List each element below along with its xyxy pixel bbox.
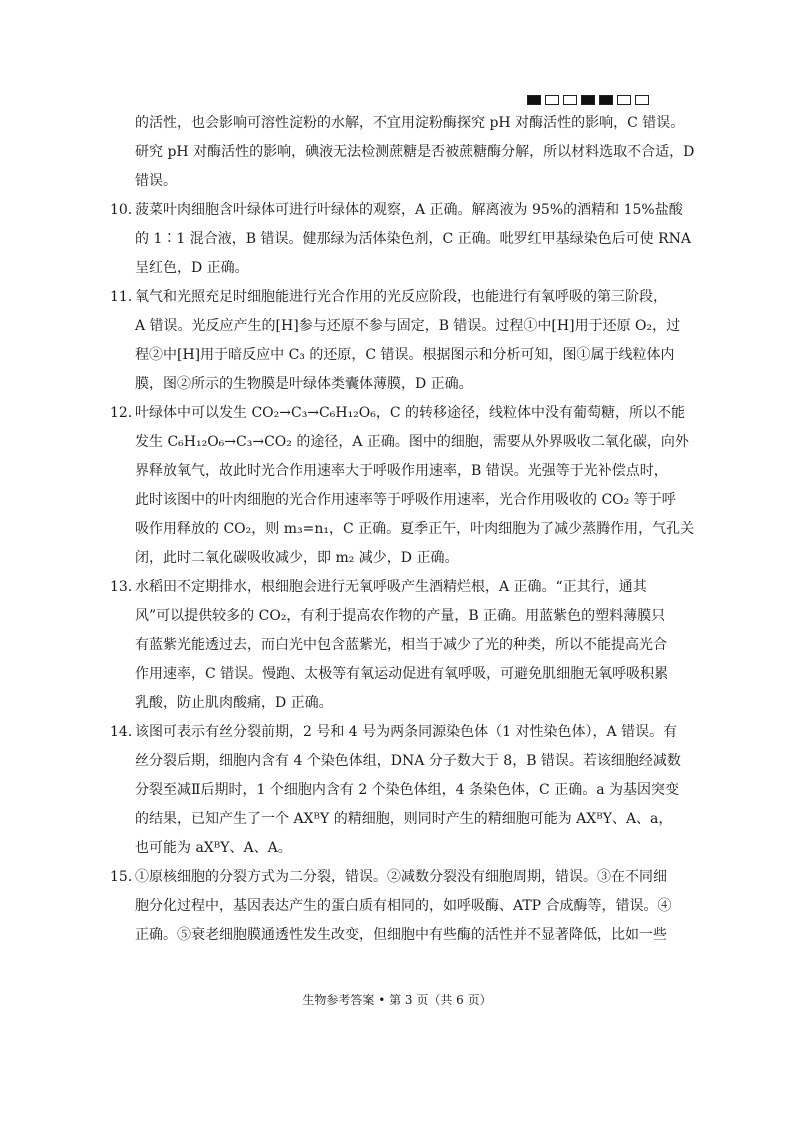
q14-line-1 (110, 718, 686, 747)
q15-text-1: ①原核细胞的分裂方式为二分裂，错误。②减数分裂没有细胞周期，错误。③在不同细 (135, 869, 667, 885)
q10-line-1 (110, 196, 686, 225)
q10-number: 10． (110, 202, 142, 218)
header-mark (563, 95, 577, 105)
header-mark (617, 95, 631, 105)
q14-number: 14． (110, 724, 142, 740)
q10-line-3: 呈红色，D 正确。 (135, 260, 249, 276)
q9-line-3: 错误。 (135, 173, 177, 189)
q13-line-1 (110, 573, 686, 602)
q11-line-1 (110, 283, 686, 312)
q12-line-5: 吸作用释放的 CO₂，则 m₃=n₁，C 正确。夏季正午，叶肉细胞为了减少蒸腾作用，气孔关 (135, 521, 695, 537)
header-mark (599, 95, 613, 105)
q11-line-3: 程②中[H]用于暗反应中 C₃ 的还原，C 错误。根据图示和分析可知，图①属于线粒体内 (135, 347, 675, 363)
q12-line-4: 此时该图中的叶肉细胞的光合作用速率等于呼吸作用速率，光合作用吸收的 CO₂ 等于呼 (135, 492, 676, 508)
q13-line-3: 有蓝紫光能透过去，而白光中包含蓝紫光，相当于减少了光的种类，所以不能提高光合 (135, 637, 667, 653)
q10-line-2: 的 1∶1 混合液，B 错误。健那绿为活体染色剂，C 正确。吡罗红甲基绿染色后可使 RNA (135, 231, 691, 247)
header-mark (581, 95, 595, 105)
q14-line-4: 的结果，已知产生了一个 AXᴮY 的精细胞，则同时产生的精细胞可能为 AXᴮY、A、a， (135, 811, 673, 827)
header-mark (635, 95, 649, 105)
answer-text (110, 109, 695, 950)
q14-line-3: 分裂至减Ⅱ后期时，1 个细胞内含有 2 个染色体组，4 条染色体，C 正确。a 为基因突变 (135, 782, 679, 798)
q9-line-2: 研究 pH 对酶活性的影响，碘液无法检测蔗糖是否被蔗糖酶分解，所以材料选取不合适，D (135, 144, 695, 160)
q14-line-2: 丝分裂后期，细胞内含有 4 个染色体组，DNA 分子数大于 8，B 错误。若该细胞经减数 (135, 753, 681, 769)
header-marks (527, 95, 649, 107)
q11-text-1: 氧气和光照充足时细胞能进行光合作用的光反应阶段，也能进行有氧呼吸的第三阶段， (135, 289, 667, 305)
q15-line-1 (110, 863, 686, 892)
q12-line-3: 界释放氧气，故此时光合作用速率大于呼吸作用速率，B 错误。光强等于光补偿点时， (135, 463, 668, 479)
q12-text-1: 叶绿体中可以发生 CO₂→C₃→C₆H₁₂O₆，C 的转移途径，线粒体中没有葡萄糖，所以不能 (135, 405, 686, 421)
q12-line-2: 发生 C₆H₁₂O₆→C₃→CO₂ 的途径，A 正确。图中的细胞，需要从外界吸收二氧化碳，向外 (135, 434, 689, 450)
q15-line-2: 胞分化过程中，基因表达产生的蛋白质有相同的，如呼吸酶、ATP 合成酶等，错误。④ (135, 898, 672, 914)
q11-line-2: A 错误。光反应产生的[H]参与还原不参与固定，B 错误。过程①中[H]用于还原 O₂，过 (135, 318, 681, 334)
q14-text-1: 该图可表示有丝分裂前期，2 号和 4 号为两条同源染色体（1 对性染色体），A 错误。有 (135, 724, 678, 740)
q14-line-5: 也可能为 aXᴮY、A、A。 (135, 840, 292, 856)
q12-line-6: 闭，此时二氧化碳吸收减少，即 m₂ 减少，D 正确。 (135, 550, 459, 566)
page-footer: 生物参考答案 • 第 3 页（共 6 页） (302, 993, 492, 1007)
q10-text-1: 菠菜叶肉细胞含叶绿体可进行叶绿体的观察，A 正确。解离液为 95%的酒精和 15%盐酸 (135, 202, 683, 218)
q13-line-2: 风”可以提供较多的 CO₂，有利于提高农作物的产量，B 正确。用蓝紫色的塑料薄膜只 (135, 608, 666, 624)
q13-line-5: 乳酸，防止肌肉酸痛，D 正确。 (135, 695, 333, 711)
q15-number: 15． (110, 869, 142, 885)
q15-line-3: 正确。⑤衰老细胞膜通透性发生改变，但细胞中有些酶的活性并不显著降低，比如一些 (135, 927, 667, 943)
header-mark (527, 95, 541, 105)
q13-number: 13． (110, 579, 142, 595)
q11-number: 11． (110, 289, 142, 305)
q13-text-1: 水稻田不定期排水，根细胞会进行无氧呼吸产生酒精烂根，A 正确。“正其行，通其 (135, 579, 647, 595)
header-mark (545, 95, 559, 105)
q13-line-4: 作用速率，C 错误。慢跑、太极等有氧运动促进有氧呼吸，可避免肌细胞无氧呼吸积累 (135, 666, 669, 682)
q9-line-1: 的活性，也会影响可溶性淀粉的水解，不宜用淀粉酶探究 pH 对酶活性的影响，C 错误。 (135, 115, 685, 131)
q12-number: 12． (110, 405, 142, 421)
q11-line-4: 膜，图②所示的生物膜是叶绿体类囊体薄膜，D 正确。 (135, 376, 473, 392)
q12-line-1 (110, 399, 686, 428)
